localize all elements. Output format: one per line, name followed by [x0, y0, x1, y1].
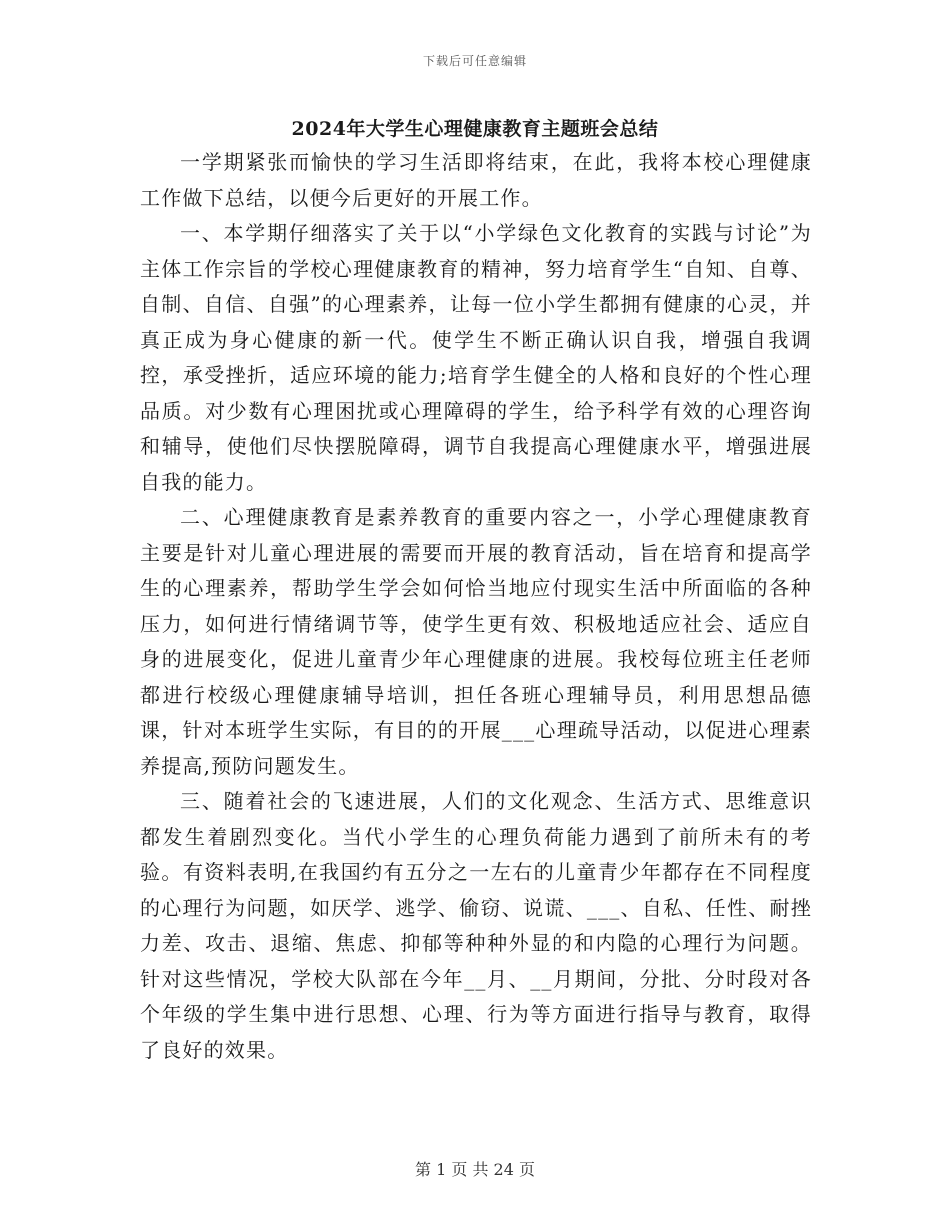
document-body [140, 145, 812, 1068]
page-number: 第 1 页 共 24 页 [415, 1160, 535, 1179]
paragraph-section-3: 三、随着社会的飞速进展，人们的文化观念、生活方式、思维意识都发生着剧烈变化。当代小学生的心理负荷能力遇到了前所未有的考验。有资料表明,在我国约有五分之一左右的儿童青少年都存在不同程度的心理行为问题，如厌学、逃学、偷窃、说谎、___、自私、任性、耐挫力差、攻击、退缩、焦虑、抑郁等种种外显的和内隐的心理行为问题。针对这些情况，学校大队部在今年__月、__月期间，分批、分时段对各个年级的学生集中进行思想、心理、行为等方面进行指导与教育，取得了良好的效果。 [140, 789, 812, 1062]
document-title: 2024年大学生心理健康教育主题班会总结 [291, 118, 659, 140]
paragraph-section-1: 一、本学期仔细落实了关于以“小学绿色文化教育的实践与讨论”为主体工作宗旨的学校心理健康教育的精神，努力培育学生“自知、自尊、自制、自信、自强”的心理素养，让每一位小学生都拥有健康的心灵，并真正成为身心健康的新一代。使学生不断正确认识自我，增强自我调控，承受挫折，适应环境的能力;培育学生健全的人格和良好的个性心理品质。对少数有心理困扰或心理障碍的学生，给予科学有效的心理咨询和辅导，使他们尽快摆脱障碍，调节自我提高心理健康水平，增强进展自我的能力。 [140, 221, 812, 494]
paragraph-section-2: 二、心理健康教育是素养教育的重要内容之一，小学心理健康教育主要是针对儿童心理进展的需要而开展的教育活动，旨在培育和提高学生的心理素养，帮助学生学会如何恰当地应付现实生活中所面临的各种压力，如何进行情绪调节等，使学生更有效、积极地适应社会、适应自身的进展变化，促进儿童青少年心理健康的进展。我校每位班主任老师都进行校级心理健康辅导培训，担任各班心理辅导员，利用思想品德课，针对本班学生实际，有目的的开展___心理疏导活动，以促进心理素养提高,预防问题发生。 [140, 505, 812, 778]
paragraph-intro: 一学期紧张而愉快的学习生活即将结束，在此，我将本校心理健康工作做下总结，以便今后更好的开展工作。 [140, 150, 812, 210]
header-note: 下载后可任意编辑 [422, 54, 527, 68]
